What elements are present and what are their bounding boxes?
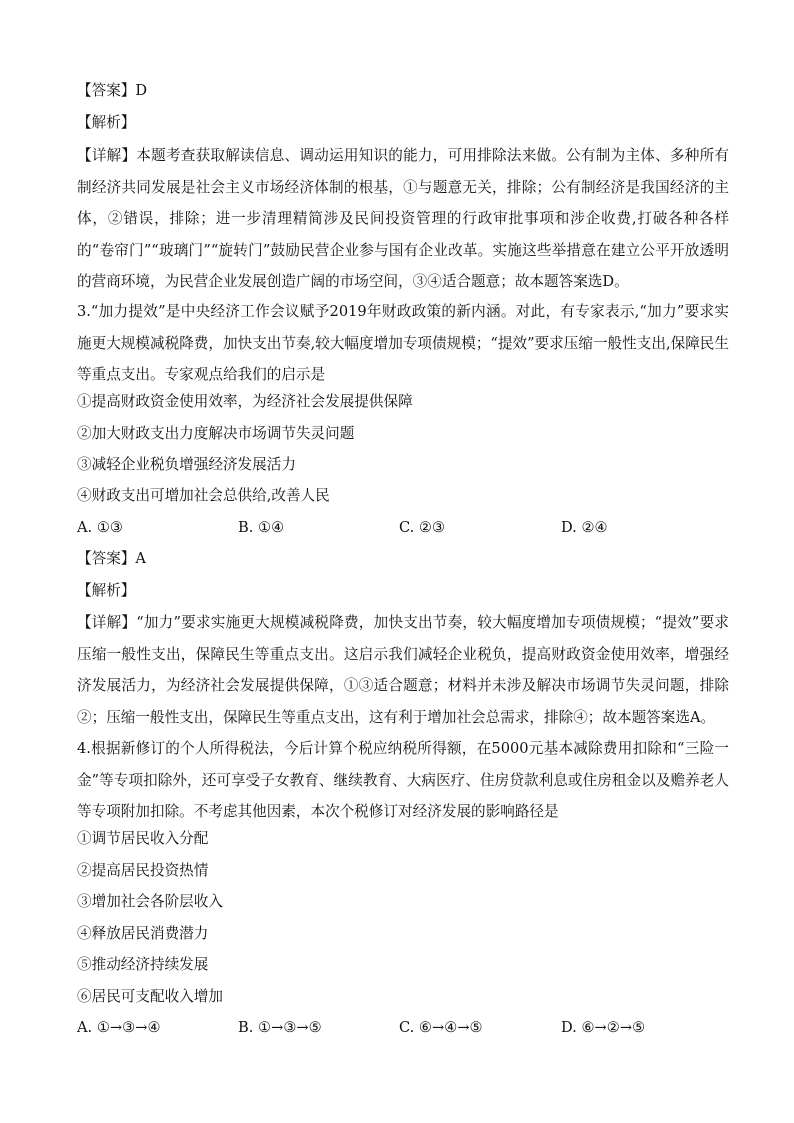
q3-answer: 【答案】A [77, 550, 146, 567]
q4-item-1: ①调节居民收入分配 [77, 830, 209, 847]
q4-option-b: B. ①→③→⑤ [238, 1019, 322, 1036]
q2-analysis-heading: 【解析】 [77, 114, 136, 131]
q3-stem: 3.“加力提效”是中央经济工作会议赋予2019年财政政策的新内涵。对此，有专家表示,“加力”要求实施更大规模减税降费，加快支出节奏,较大幅度增加专项债规模；“提效”要求压缩一般性支出,保障民生等重点支出。专家观点给我们的启示是 [77, 303, 729, 383]
q3-analysis-heading: 【解析】 [77, 582, 136, 599]
q3-detail: 【详解】“加力”要求实施更大规模减税降费，加快支出节奏，较大幅度增加专项债规模；“提效”要求压缩一般性支出，保障民生等重点支出。这启示我们减轻企业税负，提高财政资金使用效率，增强经济发展活力，为经济社会发展提供保障，①③适合题意；材料并未涉及解决市场调节失灵问题，排除②；压缩一般性支出，保障民生等重点支出，这有利于增加社会总需求，排除④；故本题答案选A。 [77, 614, 729, 726]
q4-item-2: ②提高居民投资热情 [77, 862, 209, 879]
q3-option-b: B. ①④ [238, 519, 285, 536]
q3-option-c: C. ②③ [399, 519, 446, 536]
q4-item-5: ⑤推动经济持续发展 [77, 956, 209, 973]
q4-item-6: ⑥居民可支配收入增加 [77, 988, 223, 1005]
q4-option-d: D. ⑥→②→⑤ [561, 1019, 646, 1036]
q4-option-c: C. ⑥→④→⑤ [399, 1019, 483, 1036]
q3-option-a: A. ①③ [77, 519, 123, 536]
q3-item-1: ①提高财政资金使用效率，为经济社会发展提供保障 [77, 393, 413, 410]
q2-detail: 【详解】本题考查获取解读信息、调动运用知识的能力，可用排除法来做。公有制为主体、多种所有制经济共同发展是社会主义市场经济体制的根基，①与题意无关，排除；公有制经济是我国经济的主体，②错误，排除；进一步清理精简涉及民间投资管理的行政审批事项和涉企收费,打破各种各样的“卷帘门”“玻璃门”“旋转门”鼓励民营企业参与国有企业改革。实施这些举措意在建立公平开放透明的营商环境，为民营企业发展创造广阔的市场空间，③④适合题意；故本题答案选D。 [77, 147, 729, 290]
q3-item-3: ③减轻企业税负增强经济发展活力 [77, 456, 296, 473]
q4-item-4: ④释放居民消费潜力 [77, 925, 209, 942]
q4-option-a: A. ①→③→④ [77, 1019, 161, 1036]
q2-answer: 【答案】D [77, 82, 148, 99]
q3-item-4: ④财政支出可增加社会总供给,改善人民 [77, 487, 330, 504]
q3-item-2: ②加大财政支出力度解决市场调节失灵问题 [77, 425, 355, 442]
q4-item-3: ③增加社会各阶层收入 [77, 893, 223, 910]
q3-option-d: D. ②④ [561, 519, 608, 536]
q4-stem: 4.根据新修订的个人所得税法，今后计算个税应纳税所得额，在5000元基本减除费用扣除和“三险一金”等专项扣除外，还可享受子女教育、继续教育、大病医疗、住房贷款利息或住房租金以及赡养老人等专项附加扣除。不考虑其他因素，本次个税修订对经济发展的影响路径是 [77, 740, 729, 820]
